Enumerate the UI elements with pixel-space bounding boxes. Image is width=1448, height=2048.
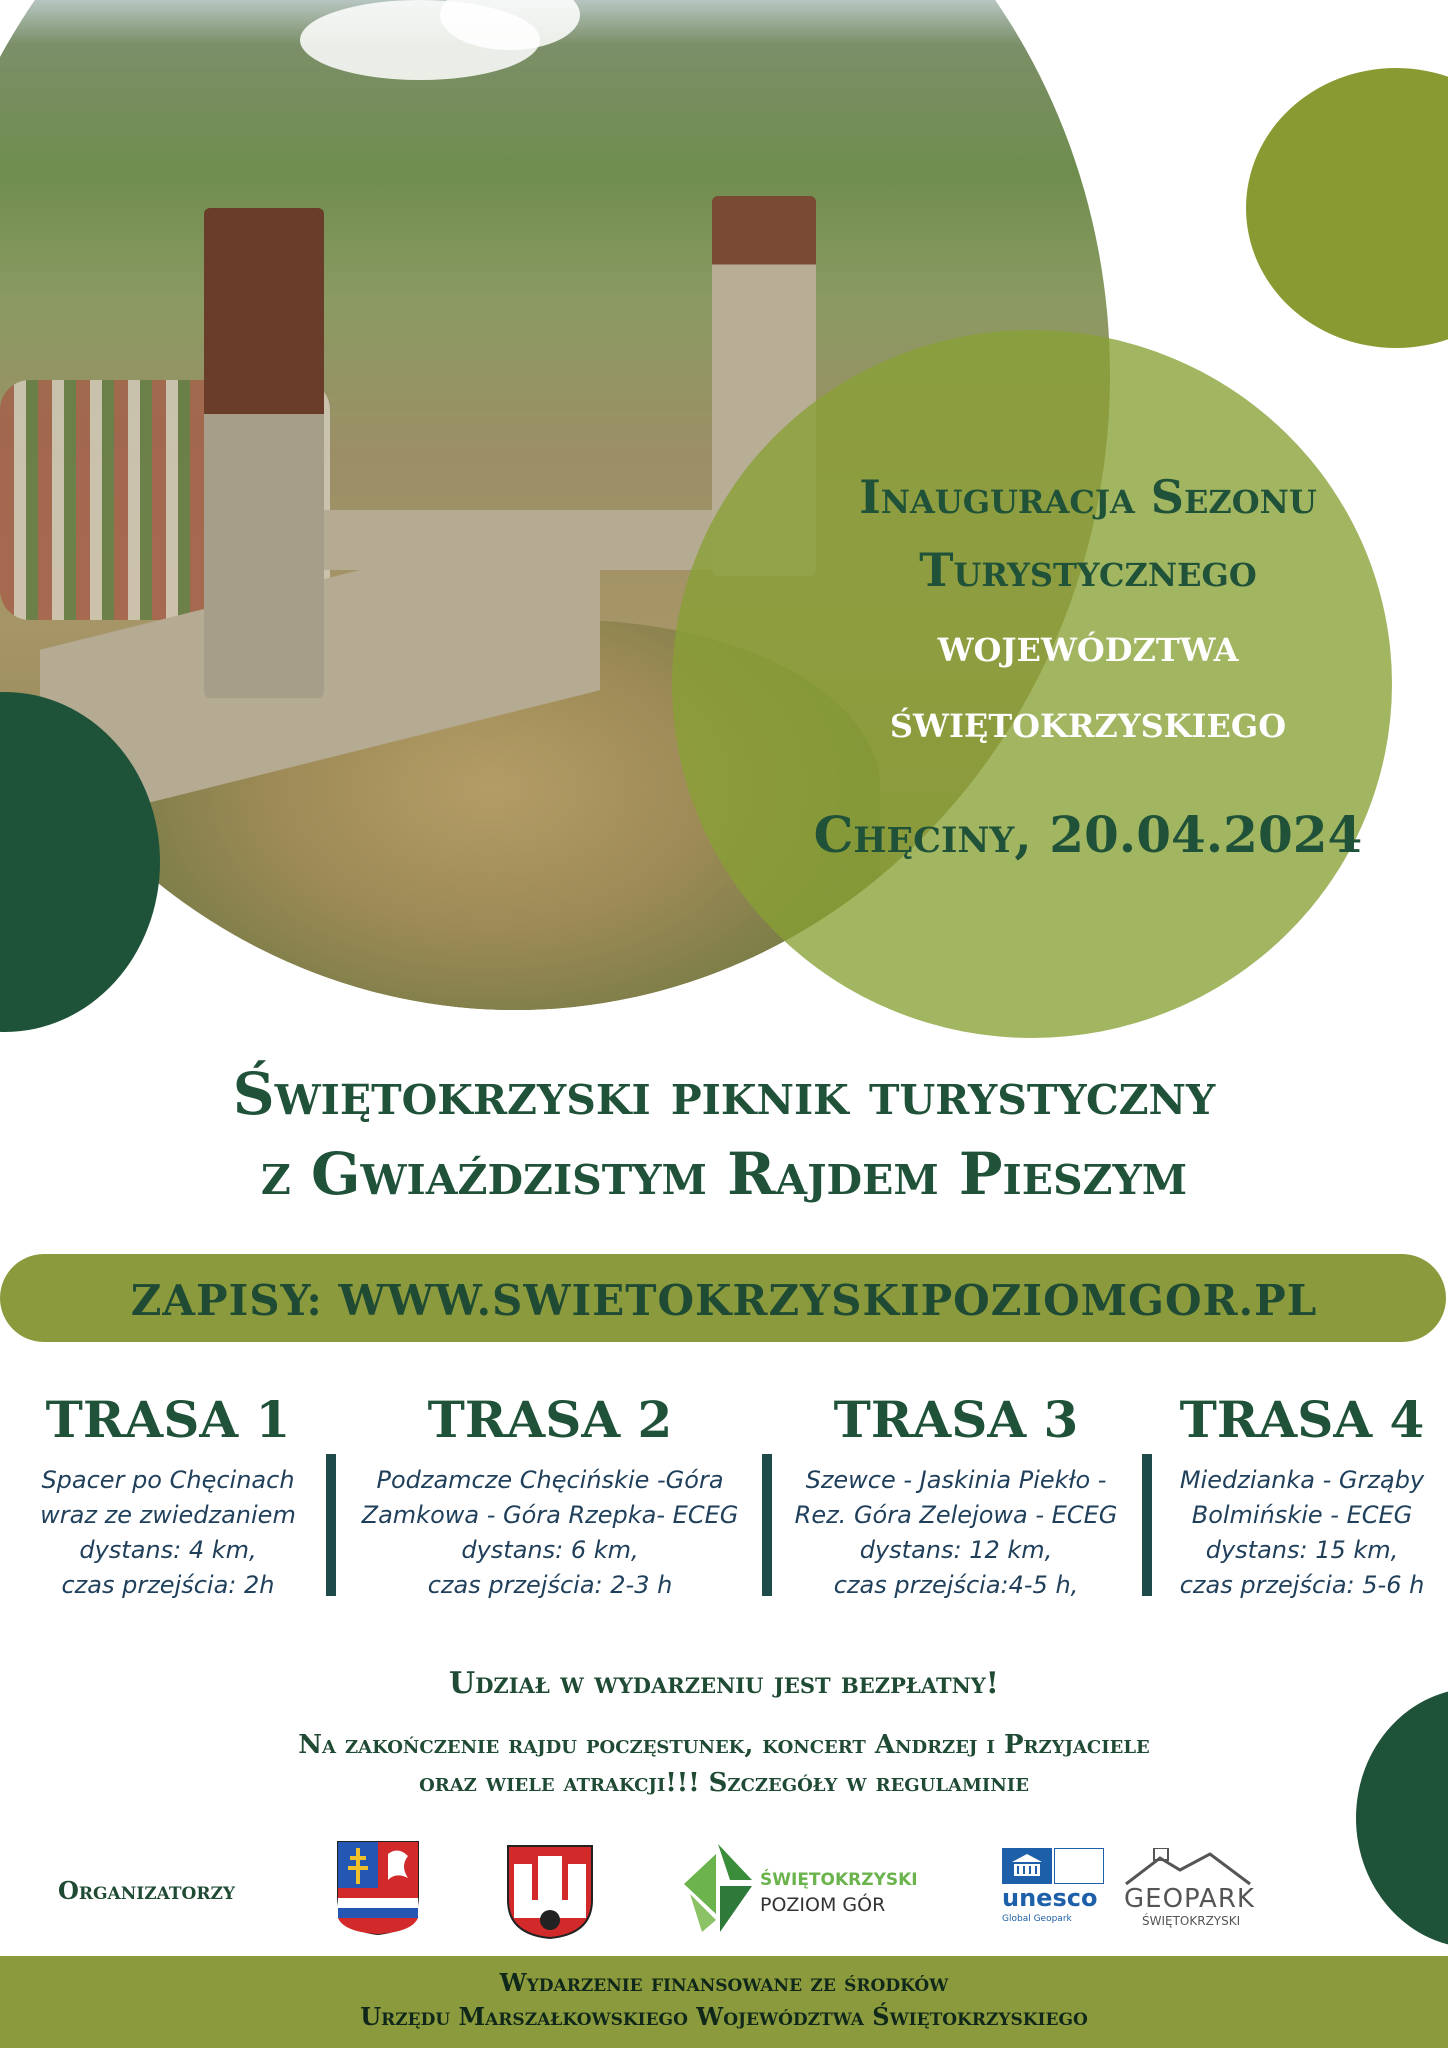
decor-circle bbox=[672, 330, 1392, 1038]
route-2 bbox=[340, 1390, 760, 1603]
funding-note: Urzędu Marszałkowskiego Województwa Świętokrzyskiego bbox=[360, 2002, 1088, 2031]
headline: z Gwiaździstym Rajdem Pieszym bbox=[260, 1140, 1188, 1208]
organizers-label: Organizatorzy bbox=[58, 1876, 236, 1905]
event-title: Turystycznego bbox=[919, 543, 1257, 597]
checiny-coat-of-arms-logo bbox=[506, 1844, 594, 1940]
route-3 bbox=[776, 1390, 1136, 1603]
headline: Świętokrzyski piknik turystyczny bbox=[232, 1060, 1216, 1128]
route-separator bbox=[1142, 1454, 1152, 1596]
castle-tower bbox=[204, 208, 324, 698]
route-description: Spacer po Chęcinach wraz ze zwiedzaniem dystans: 4 km, czas przejścia: 2h bbox=[40, 1466, 296, 1599]
route-description: Szewce - Jaskinia Piekło - Rez. Góra Zelejowa - ECEG dystans: 12 km, czas przejścia:4-5 h, bbox=[794, 1466, 1118, 1599]
route-description: Podzamcze Chęcińskie -Góra Zamkowa - Góra Rzepka- ECEG dystans: 6 km, czas przejścia: 2-3 h bbox=[361, 1466, 739, 1599]
event-title: świętokrzyskiego bbox=[889, 694, 1287, 748]
logo-text: Global Geopark bbox=[1002, 1914, 1072, 1924]
route-description: Miedzianka - Grząby Bolmińskie - ECEG dystans: 15 km, czas przejścia: 5-6 h bbox=[1179, 1466, 1425, 1599]
decor-circle bbox=[1246, 68, 1448, 348]
logo-text: unesco bbox=[1002, 1884, 1098, 1912]
logo-text: GEOPARK bbox=[1124, 1884, 1255, 1914]
swietokrzyski-poziom-gor-logo bbox=[680, 1840, 920, 1940]
event-date: Chęciny, 20.04.2024 bbox=[813, 805, 1363, 864]
route-title: TRASA 1 bbox=[45, 1390, 291, 1449]
route-title: TRASA 2 bbox=[427, 1390, 673, 1449]
decor-circle bbox=[1356, 1688, 1448, 1948]
program-note: Na zakończenie rajdu poczęstunek, koncert Andrzej i Przyjaciele bbox=[298, 1730, 1150, 1760]
route-4 bbox=[1156, 1390, 1448, 1603]
funding-note: Wydarzenie finansowane ze środków bbox=[499, 1968, 949, 1997]
route-title: TRASA 3 bbox=[833, 1390, 1079, 1449]
logo-text: ŚWIĘTOKRZYSKI bbox=[1142, 1914, 1241, 1928]
logo-text: ŚWIĘTOKRZYSKI bbox=[760, 1870, 918, 1890]
geopark-icon bbox=[1054, 1848, 1104, 1884]
registration-link[interactable]: ZAPISY: WWW.SWIETOKRZYSKIPOZIOMGOR.PL bbox=[130, 1276, 1318, 1325]
unesco-temple-icon bbox=[1002, 1848, 1052, 1884]
route-1 bbox=[8, 1390, 328, 1603]
logo-text: POZIOM GÓR bbox=[760, 1894, 886, 1916]
program-note: oraz wiele atrakcji!!! Szczegóły w regulaminie bbox=[419, 1768, 1029, 1798]
event-title: Inauguracja Sezonu bbox=[859, 470, 1317, 524]
route-title: TRASA 4 bbox=[1179, 1390, 1425, 1449]
unesco-global-geopark-logo bbox=[1002, 1848, 1112, 1928]
route-separator bbox=[762, 1454, 772, 1596]
route-separator bbox=[326, 1454, 336, 1596]
voivodeship-coat-of-arms-logo bbox=[336, 1840, 420, 1936]
free-entry-note: Udział w wydarzeniu jest bezpłatny! bbox=[449, 1666, 999, 1701]
geopark-swietokrzyski-logo bbox=[1120, 1848, 1270, 1928]
event-title: województwa bbox=[937, 618, 1239, 672]
